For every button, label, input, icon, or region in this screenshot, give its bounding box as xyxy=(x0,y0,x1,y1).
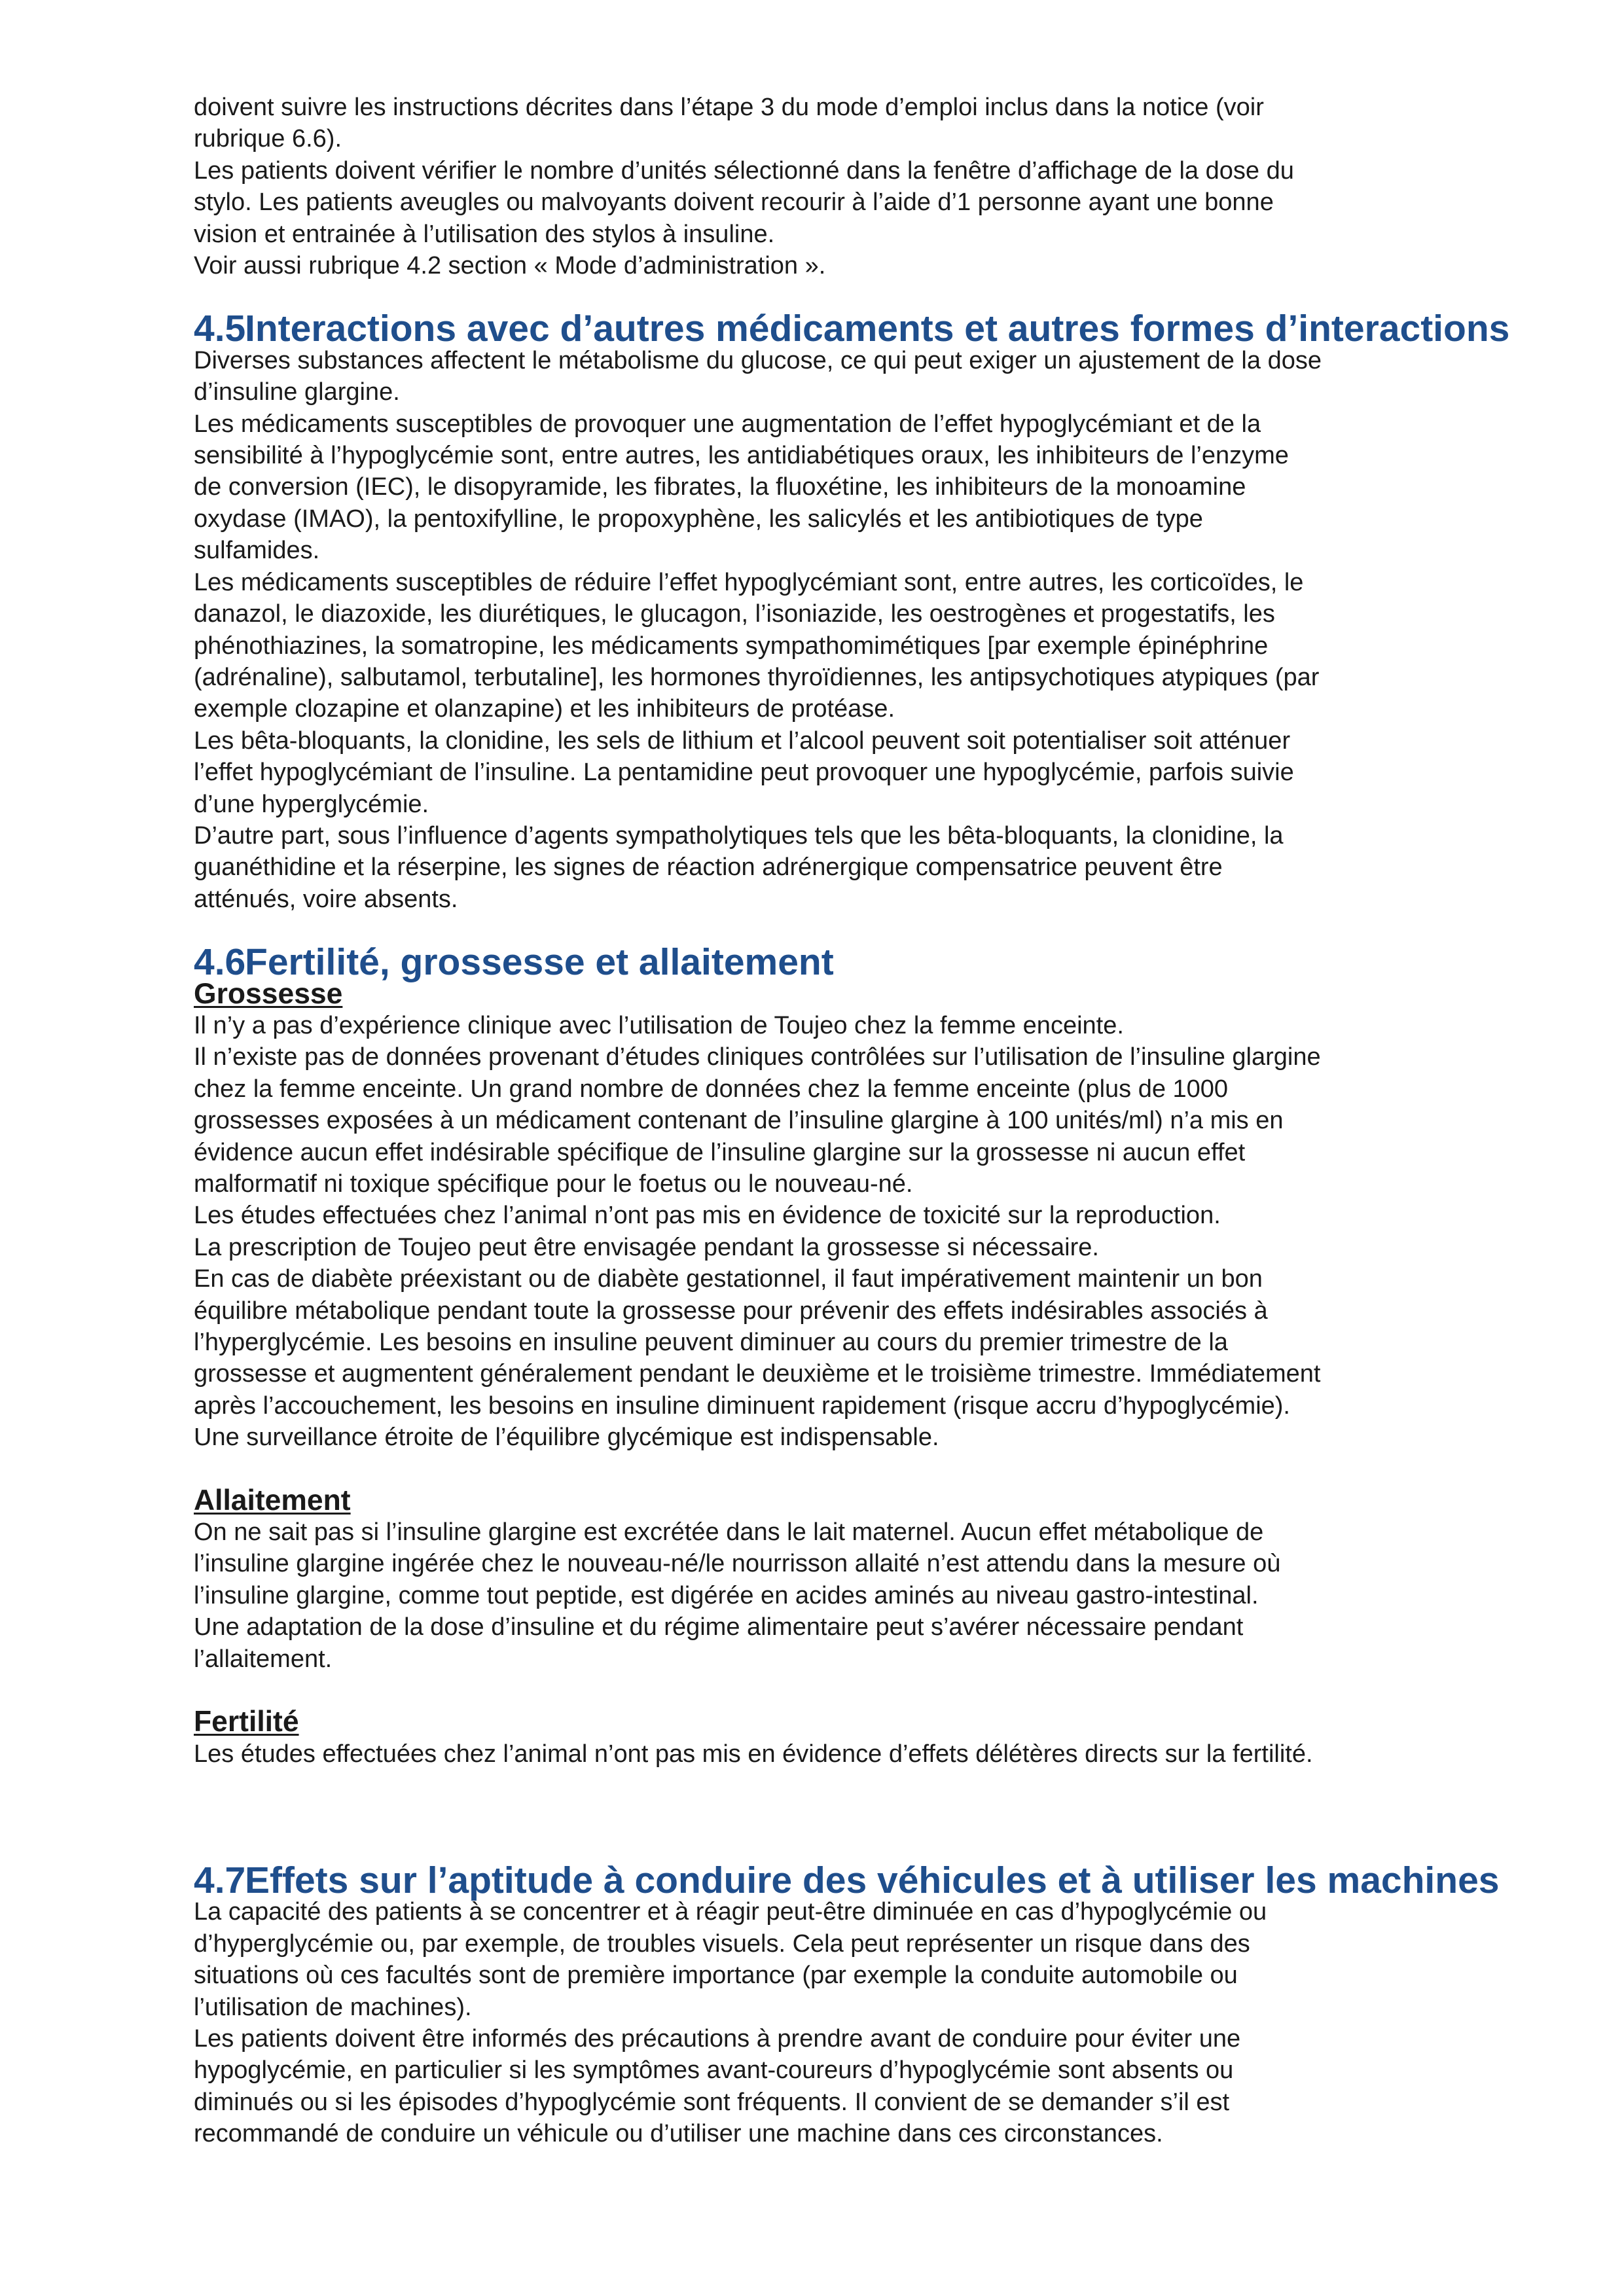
section-paragraph: Les études effectuées chez l’animal n’ont pas mis en évidence d’effets délétères directs sur la fertilité. xyxy=(194,1740,1313,1768)
section-paragraph: On ne sait pas si l’insuline glargine est excrétée dans le lait maternel. Aucun effet métabolique de l’insuline glargine ingérée chez le nouveau-né/le nourrisson allaité n’est attendu dans la mesure où l’insuline glargine, comme tout peptide, est digérée en acides aminés au niveau gastro-intestinal. xyxy=(194,1518,1281,1609)
subheading-grossesse: Grossesse xyxy=(194,977,343,1010)
section-paragraph: Les patients doivent être informés des précautions à prendre avant de conduire pour éviter une hypoglycémie, en particulier si les symptômes avant-coureurs d’hypoglycémie sont absents ou diminués ou si les épisodes d’hypoglycémie sont fréquents. Il convient de se demander s’il est recommandé de conduire un véhicule ou d’utiliser une machine dans ces circonstances. xyxy=(194,2024,1241,2148)
document-page xyxy=(194,92,1510,2150)
intro-paragraph: Voir aussi rubrique 4.2 section « Mode d’administration ». xyxy=(194,252,826,280)
section-paragraph: Les études effectuées chez l’animal n’ont pas mis en évidence de toxicité sur la reproduction. xyxy=(194,1202,1221,1230)
section-paragraph: Diverses substances affectent le métabolisme du glucose, ce qui peut exiger un ajustement de la dose d’insuline glargine. xyxy=(194,346,1322,406)
subheading-allaitement: Allaitement xyxy=(194,1484,351,1516)
section-number: 4.7 xyxy=(194,1859,246,1901)
section-title-text: Effets sur l’aptitude à conduire des véhicules et à utiliser les machines xyxy=(245,1859,1500,1901)
section-paragraph: Il n’y a pas d’expérience clinique avec l’utilisation de Toujeo chez la femme enceinte. xyxy=(194,1011,1124,1039)
section-heading-4-5 xyxy=(194,308,1510,350)
section-paragraph: En cas de diabète préexistant ou de diabète gestationnel, il faut impérativement maintenir un bon équilibre métabolique pendant toute la grossesse pour prévenir des effets indésirables associés à l’hyperglycémie. Les besoins en insuline peuvent diminuer au cours du premier trimestre de la grossesse et augmentent généralement pendant le deuxième et le troisième trimestre. Immédiatement après l’accouchement, les besoins en insuline diminuent rapidement (risque accru d’hypoglycémie). Une surveillance étroite de l’équilibre glycémique est indispensable. xyxy=(194,1265,1321,1452)
section-heading-4-6 xyxy=(194,941,1464,984)
section-heading-4-7 xyxy=(194,1859,1500,1901)
section-title-text: Fertilité, grossesse et allaitement xyxy=(245,941,834,984)
section-paragraph: Les bêta-bloquants, la clonidine, les sels de lithium et l’alcool peuvent soit potentialiser soit atténuer l’effet hypoglycémiant de l’insuline. La pentamidine peut provoquer une hypoglycémie, parfois suivie d’une hyperglycémie. xyxy=(194,726,1294,818)
section-paragraph: Les médicaments susceptibles de provoquer une augmentation de l’effet hypoglycémiant et de la sensibilité à l’hypoglycémie sont, entre autres, les antidiabétiques oraux, les inhibiteurs de l’enzyme de conversion (IEC), le disopyramide, les fibrates, la fluoxétine, les inhibiteurs de la monoamine oxydase (IMAO), la pentoxifylline, le propoxyphène, les salicylés et les antibiotiques de type sulfamides. xyxy=(194,410,1289,565)
section-paragraph: Une adaptation de la dose d’insuline et du régime alimentaire peut s’avérer nécessaire pendant l’allaitement. xyxy=(194,1613,1244,1673)
section-title-text: Interactions avec d’autres médicaments et autres formes d’interactions xyxy=(245,308,1510,350)
section-number: 4.5 xyxy=(194,308,246,350)
intro-paragraph: doivent suivre les instructions décrites dans l’étape 3 du mode d’emploi inclus dans la notice (voir rubrique 6.6). xyxy=(194,94,1264,153)
section-paragraph: La prescription de Toujeo peut être envisagée pendant la grossesse si nécessaire. xyxy=(194,1233,1099,1261)
section-paragraph: D’autre part, sous l’influence d’agents sympatholytiques tels que les bêta-bloquants, la clonidine, la guanéthidine et la réserpine, les signes de réaction adrénergique compensatrice peuvent être atténués, voire absents. xyxy=(194,821,1284,913)
section-paragraph: La capacité des patients à se concentrer et à réagir peut-être diminuée en cas d’hypoglycémie ou d’hyperglycémie ou, par exemple, de troubles visuels. Cela peut représenter un risque dans des situations où ces facultés sont de première importance (par exemple la conduite automobile ou l’utilisation de machines). xyxy=(194,1898,1267,2021)
intro-paragraph: Les patients doivent vérifier le nombre d’unités sélectionné dans la fenêtre d’affichage de la dose du stylo. Les patients aveugles ou malvoyants doivent recourir à l’aide d’1 personne ayant une bonne vision et entrainée à l’utilisation des stylos à insuline. xyxy=(194,156,1294,248)
section-number: 4.6 xyxy=(194,941,246,984)
section-paragraph: Il n’existe pas de données provenant d’études cliniques contrôlées sur l’utilisation de l’insuline glargine chez la femme enceinte. Un grand nombre de données chez la femme enceinte (plus de 1000 grossesses exposées à un médicament contenant de l’insuline glargine à 100 unités/ml) n’a mis en évidence aucun effet indésirable spécifique de l’insuline glargine sur la grossesse ni aucun effet malformatif ni toxique spécifique pour le foetus ou le nouveau-né. xyxy=(194,1043,1321,1198)
section-paragraph: Les médicaments susceptibles de réduire l’effet hypoglycémiant sont, entre autres, les corticoïdes, le danazol, le diazoxide, les diurétiques, le glucagon, l’isoniazide, les oestrogènes et progestatifs, les phénothiazines, la somatropine, les médicaments sympathomimétiques [par exemple épinéphrine (adrénaline), salbutamol, terbutaline], les hormones thyroïdiennes, les antipsychotiques atypiques (par exemple clozapine et olanzapine) et les inhibiteurs de protéase. xyxy=(194,568,1320,723)
subheading-fertilite: Fertilité xyxy=(194,1706,299,1738)
